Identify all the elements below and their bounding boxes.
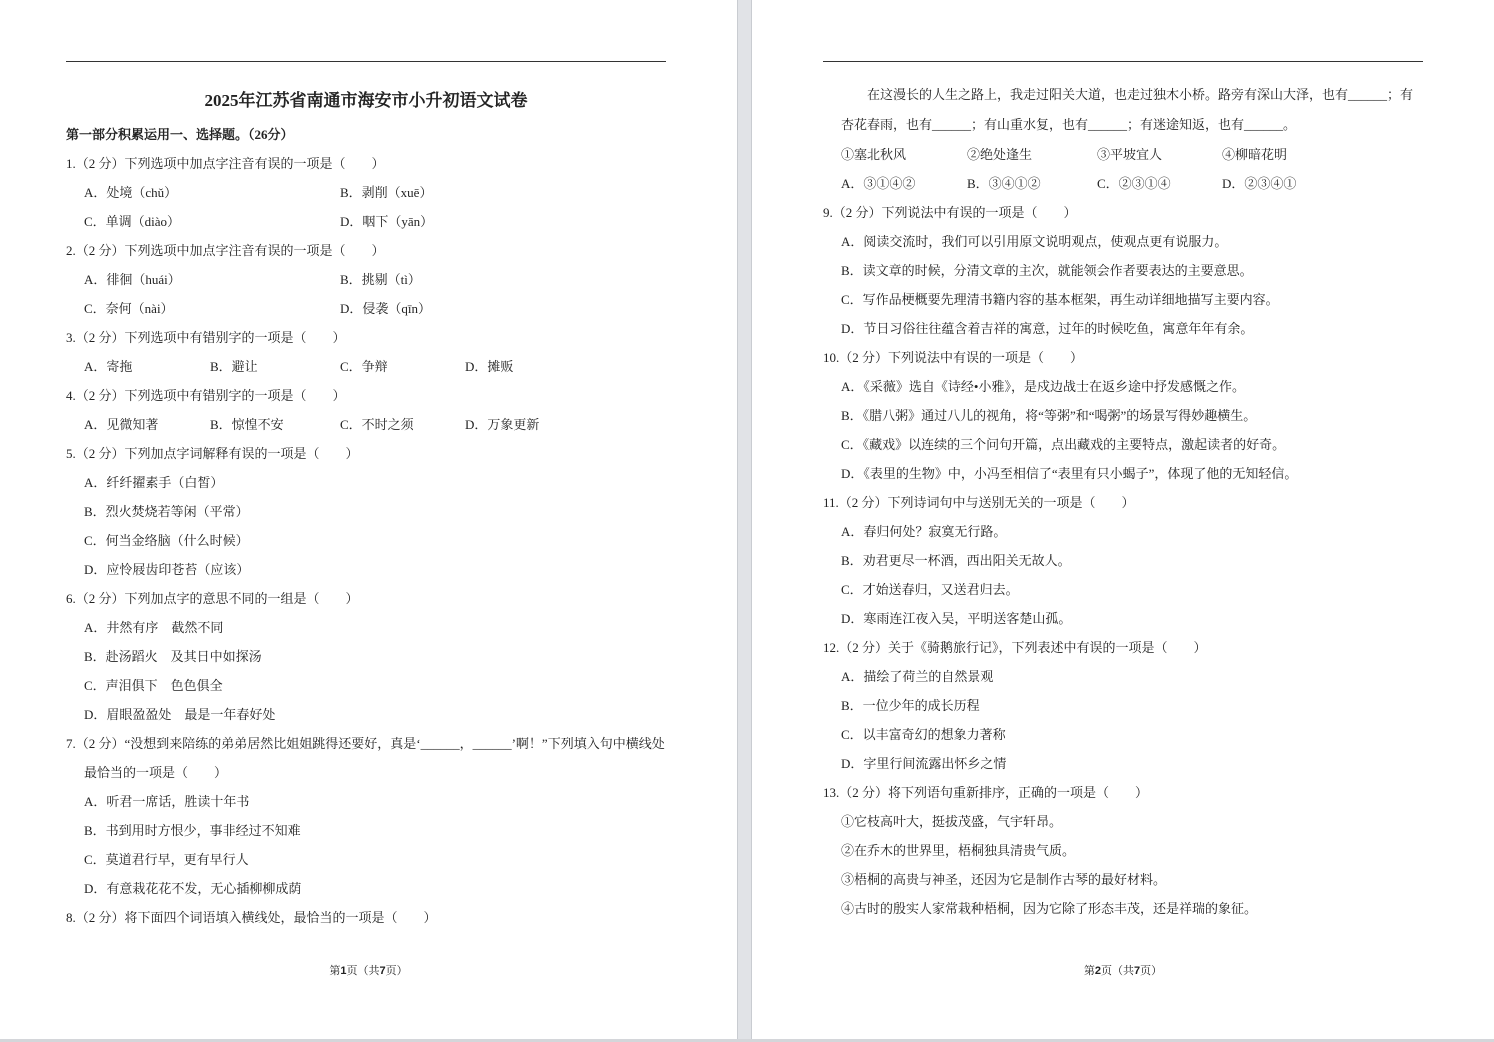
answer-option: A．处境（chǔ） (84, 185, 178, 200)
question-stem: 8.（2 分）将下面四个词语填入横线处，最恰当的一项是（ ） (66, 910, 437, 925)
option-row (66, 294, 666, 323)
answer-option: ②绝处逢生 (967, 147, 1033, 162)
answer-option: D．有意栽花花不发，无心插柳柳成荫 (84, 881, 302, 896)
document-page-1 (0, 0, 737, 1039)
answer-option: A．寄拖 (84, 359, 133, 374)
option-row (823, 459, 1423, 488)
answer-option: B．《腊八粥》通过八儿的视角，将“等粥”和“喝粥”的场景写得妙趣横生。 (841, 408, 1257, 423)
footer-total-pages: 7 (379, 965, 386, 977)
answer-option: D．眉眼盈盈处 最是一年春好处 (84, 707, 276, 722)
answer-option: B．③④①② (967, 176, 1041, 191)
answer-option: C．何当金络脑（什么时候） (84, 533, 249, 548)
option-row (66, 555, 666, 584)
option-row (823, 836, 1423, 865)
page-footer (0, 962, 737, 980)
question-stem: 1.（2 分）下列选项中加点字注音有误的一项是（ ） (66, 156, 385, 171)
answer-option: C．②③①④ (1097, 176, 1171, 191)
footer-mid: 页（共 (346, 965, 380, 977)
option-row (823, 691, 1423, 720)
answer-option: A．《采薇》选自《诗经•小雅》，是戍边战士在返乡途中抒发感慨之作。 (841, 379, 1245, 394)
option-row (823, 749, 1423, 778)
option-row (66, 787, 666, 816)
option-row (823, 720, 1423, 749)
footer-mid: 页（共 (1101, 965, 1134, 977)
option-row (66, 207, 666, 236)
question-stem: 2.（2 分）下列选项中加点字注音有误的一项是（ ） (66, 243, 385, 258)
question-stem: 4.（2 分）下列选项中有错别字的一项是（ ） (66, 388, 346, 403)
answer-option: ①塞北秋风 (841, 147, 907, 162)
page-footer (752, 962, 1494, 980)
answer-option: D．咽下（yān） (340, 214, 434, 229)
section-heading: 第一部分积累运用一、选择题。（26分） (66, 127, 294, 142)
option-row (66, 468, 666, 497)
answer-option: C．不时之须 (340, 417, 414, 432)
option-row (66, 526, 666, 555)
answer-option: A．描绘了荷兰的自然景观 (841, 669, 994, 684)
answer-option: ②在乔木的世界里，梧桐独具清贵气质。 (841, 843, 1076, 858)
answer-option: A．纤纤擢素手（白皙） (84, 475, 224, 490)
answer-option: A．井然有序 截然不同 (84, 620, 224, 635)
answer-option: B．挑剔（tì） (340, 272, 421, 287)
answer-option: D．《表里的生物》中，小冯至相信了“表里有只小蝎子”，体现了他的无知轻信。 (841, 466, 1298, 481)
footer-page-number: 2 (1094, 965, 1101, 977)
answer-option: D．寒雨连江夜入吴，平明送客楚山孤。 (841, 611, 1072, 626)
answer-option: ④柳暗花明 (1222, 147, 1288, 162)
question-list (66, 149, 666, 932)
option-row (66, 874, 666, 903)
page-content (66, 86, 666, 932)
option-row (823, 662, 1423, 691)
option-row (823, 807, 1423, 836)
answer-option: ③平坡宜人 (1097, 147, 1163, 162)
answer-option: A．徘徊（huái） (84, 272, 181, 287)
option-row (66, 265, 666, 294)
answer-option: ①它枝高叶大，挺拔茂盛，气宇轩昂。 (841, 814, 1063, 829)
document-page-2 (752, 0, 1494, 1039)
option-row (823, 256, 1423, 285)
question-stem: 12.（2 分）关于《骑鹅旅行记》，下列表述中有误的一项是（ ） (823, 640, 1207, 655)
option-row (823, 865, 1423, 894)
answer-option: B．剥削（xuē） (340, 185, 433, 200)
option-row (66, 816, 666, 845)
answer-option: D．万象更新 (465, 417, 540, 432)
answer-option: D．节日习俗往往蕴含着吉祥的寓意，过年的时候吃鱼，寓意年年有余。 (841, 321, 1254, 336)
answer-option: C．声泪俱下 色色俱全 (84, 678, 223, 693)
answer-option: C．《藏戏》以连续的三个问句开篇，点出藏戏的主要特点，激起读者的好奇。 (841, 437, 1286, 452)
option-row (66, 845, 666, 874)
answer-option: D．摊贩 (465, 359, 514, 374)
option-row (823, 140, 1423, 169)
option-row (66, 178, 666, 207)
exam-title: 2025年江苏省南通市海安市小升初语文试卷 (204, 91, 528, 110)
question-stem: 10.（2 分）下列说法中有误的一项是（ ） (823, 350, 1084, 365)
question-stem: 5.（2 分）下列加点字词解释有误的一项是（ ） (66, 446, 359, 461)
answer-option: D．侵袭（qīn） (340, 301, 432, 316)
answer-option: C．才始送春归，又送君归去。 (841, 582, 1019, 597)
answer-option: C．莫道君行早，更有早行人 (84, 852, 249, 867)
footer-total-pages: 7 (1134, 965, 1141, 977)
option-row (823, 372, 1423, 401)
question-stem: 9.（2 分）下列说法中有误的一项是（ ） (823, 205, 1077, 220)
footer-suffix: 页） (385, 965, 408, 977)
option-row (66, 352, 666, 381)
question-stem: 7.（2 分）“没想到来陪练的弟弟居然比姐姐跳得还要好，真是‘______，______’啊！”下列填入句中横线处最恰当的一项是（ ） (66, 736, 665, 780)
page-content (823, 80, 1423, 923)
answer-option: ④古时的殷实人家常栽种梧桐，因为它除了形态丰茂，还是祥瑞的象征。 (841, 901, 1258, 916)
answer-option: A．春归何处？寂寞无行路。 (841, 524, 1007, 539)
header-rule (66, 61, 666, 62)
footer-suffix: 页） (1140, 965, 1163, 977)
option-row (66, 497, 666, 526)
answer-option: D．应怜屐齿印苍苔（应该） (84, 562, 250, 577)
passage-paragraph: 在这漫长的人生之路上，我走过阳关大道，也走过独木小桥。路旁有深山大泽，也有______；有杏花春雨，也有______；有山重水复，也有______；有迷途知返，也有______。 (841, 87, 1414, 132)
answer-option: B．劝君更尽一杯酒，西出阳关无故人。 (841, 553, 1071, 568)
option-row (823, 401, 1423, 430)
option-row (823, 169, 1423, 198)
header-rule (823, 61, 1423, 62)
answer-option: A．见微知著 (84, 417, 159, 432)
option-row (823, 894, 1423, 923)
question-stem: 13.（2 分）将下列语句重新排序，正确的一项是（ ） (823, 785, 1149, 800)
answer-option: A．听君一席话，胜读十年书 (84, 794, 250, 809)
option-row (823, 285, 1423, 314)
option-row (823, 430, 1423, 459)
option-row (66, 642, 666, 671)
option-row (823, 314, 1423, 343)
answer-option: B．一位少年的成长历程 (841, 698, 980, 713)
answer-option: B．避让 (210, 359, 258, 374)
answer-option: ③梧桐的高贵与神圣，还因为它是制作古琴的最好材料。 (841, 872, 1167, 887)
footer-page-number: 1 (340, 965, 347, 977)
answer-option: C．单调（diào） (84, 214, 181, 229)
answer-option: C．奈何（nài） (84, 301, 174, 316)
answer-option: B．书到用时方恨少，事非经过不知难 (84, 823, 301, 838)
question-stem: 3.（2 分）下列选项中有错别字的一项是（ ） (66, 330, 346, 345)
answer-option: A．阅读交流时，我们可以引用原文说明观点，使观点更有说服力。 (841, 234, 1228, 249)
option-row (66, 410, 666, 439)
option-row (823, 227, 1423, 256)
option-row (823, 575, 1423, 604)
answer-option: B．惊惶不安 (210, 417, 284, 432)
option-row (823, 517, 1423, 546)
answer-option: D．字里行间流露出怀乡之情 (841, 756, 1007, 771)
answer-option: C．争辩 (340, 359, 388, 374)
question-stem: 6.（2 分）下列加点字的意思不同的一组是（ ） (66, 591, 359, 606)
answer-option: A．③①④② (841, 176, 916, 191)
answer-option: D．②③④① (1222, 176, 1297, 191)
answer-option: B．读文章的时候，分清文章的主次，就能领会作者要表达的主要意思。 (841, 263, 1253, 278)
option-row (66, 613, 666, 642)
question-stem: 11.（2 分）下列诗词句中与送别无关的一项是（ ） (823, 495, 1135, 510)
answer-option: B．烈火焚烧若等闲（平常） (84, 504, 249, 519)
answer-option: C．以丰富奇幻的想象力著称 (841, 727, 1006, 742)
option-row (823, 604, 1423, 633)
option-row (66, 671, 666, 700)
question-list (823, 80, 1423, 923)
footer-prefix: 第 (1083, 965, 1095, 977)
option-row (823, 546, 1423, 575)
footer-prefix: 第 (329, 965, 341, 977)
answer-option: C．写作品梗概要先理清书籍内容的基本框架，再生动详细地描写主要内容。 (841, 292, 1279, 307)
answer-option: B．赴汤蹈火 及其日中如探汤 (84, 649, 262, 664)
option-row (66, 700, 666, 729)
page-gutter (737, 0, 752, 1042)
